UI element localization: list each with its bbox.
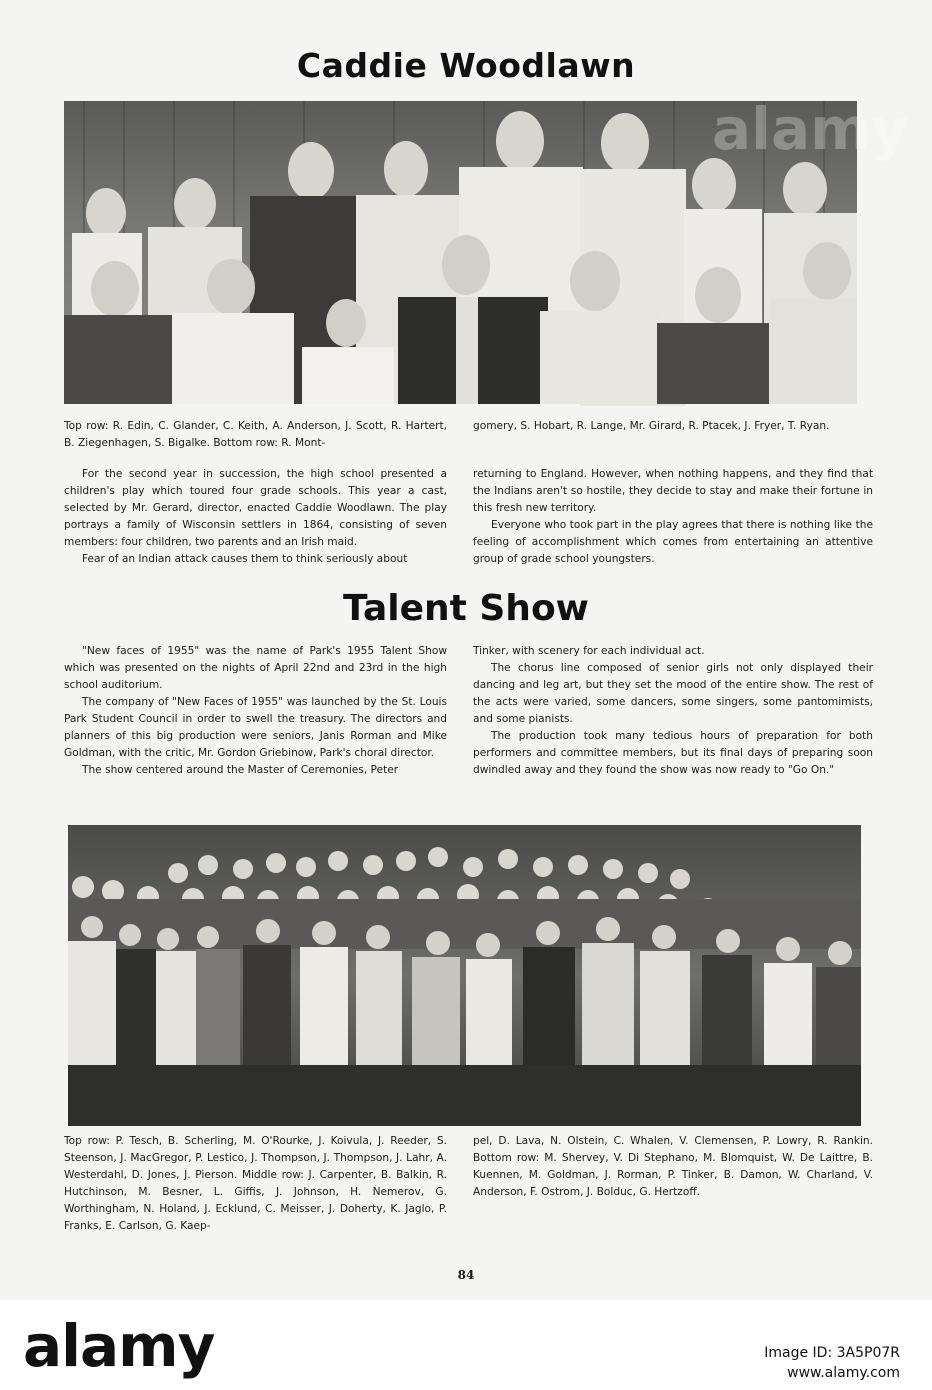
caption-text: gomery, S. Hobart, R. Lange, Mr. Girard, R. Ptacek, J. Fryer, T. Ryan. bbox=[473, 420, 830, 432]
talent-caption-right bbox=[473, 1133, 873, 1201]
caption-text: pel, D. Lava, N. Olstein, C. Whalen, V. Clemensen, P. Lowry, R. Rankin. Bottom row: M. Shervey, V. Di Stephano, M. Blomquist, W. De Laittre, B. Kuennen, M. Goldman, J. Rorman, P. Tinker, B. Damon, W. Charland, V. Anderson, F. Ostrom, J. Bolduc, G. Hertzoff. bbox=[473, 1135, 873, 1198]
caddie-caption-right bbox=[473, 418, 873, 435]
watermark-overlay-1: alamy bbox=[712, 95, 909, 163]
paragraph: The company of "New Faces of 1955" was launched by the St. Louis Park Student Council in order to swell the treasury. The directors and planners of this big production were seniors, Janis Rorman and Mike Goldman, with the critic, Mr. Gordon Griebinow, Park's choral director. bbox=[64, 696, 447, 759]
paragraph: The show centered around the Master of Ceremonies, Peter bbox=[82, 764, 399, 776]
caddie-body-right bbox=[473, 466, 873, 568]
paragraph: The chorus line composed of senior girls not only displayed their dancing and leg art, but they set the mood of the entire show. The rest of the acts were varied, some dancers, some singers, some pantomimists, and some pianists. bbox=[473, 662, 873, 725]
talent-title: Talent Show bbox=[343, 588, 589, 629]
paragraph: For the second year in succession, the high school presented a children's play which toured four grade schools. This year a cast, selected by Mr. Gerard, director, enacted Caddie Woodlawn. The play portrays a family of Wisconsin settlers in 1864, consisting of seven members: four children, two parents and an Irish maid. bbox=[64, 468, 447, 548]
caption-text: Top row: P. Tesch, B. Scherling, M. O'Rourke, J. Koivula, J. Reeder, S. Steenson, J. MacGregor, P. Lestico, J. Thompson, J. Thompson, J. Lahr, A. Westerdahl, D. Jones, J. Pierson. Middle row: J. Carpenter, B. Balkin, R. Hutchinson, M. Besner, L. Giffis, J. Johnson, H. Nemerov, G. Worthingham, N. Holand, J. Ecklund, C. Meisser, J. Doherty, K. Jaglo, P. Franks, E. Carlson, G. Kaep- bbox=[64, 1135, 447, 1232]
talent-caption-left bbox=[64, 1133, 447, 1235]
talent-body-left bbox=[64, 643, 447, 779]
talent-show-group-photo bbox=[68, 825, 861, 1126]
caddie-caption-left bbox=[64, 418, 447, 452]
caddie-title: Caddie Woodlawn bbox=[296, 46, 636, 85]
page-number: 84 bbox=[457, 1268, 475, 1282]
brand-logo: alamy bbox=[23, 1312, 215, 1380]
talent-body-right bbox=[473, 643, 873, 779]
paragraph: The production took many tedious hours of preparation for both performers and committee members, but its final days of preparing soon dwindled away and they found the show was now ready to "Go On." bbox=[473, 730, 873, 776]
paragraph: returning to England. However, when nothing happens, and they find that the Indians aren't so hostile, they decide to stay and make their fortune in this fresh new territory. bbox=[473, 468, 873, 514]
site-url: www.alamy.com bbox=[787, 1365, 900, 1381]
paragraph: Tinker, with scenery for each individual act. bbox=[473, 645, 705, 657]
image-id-text: Image ID: 3A5P07R bbox=[764, 1345, 900, 1361]
caddie-cast-photo bbox=[64, 95, 909, 404]
talent-photo-figures bbox=[68, 825, 861, 1126]
paragraph: Fear of an Indian attack causes them to think seriously about bbox=[82, 553, 408, 565]
caddie-body-left bbox=[64, 466, 447, 568]
caption-text: Top row: R. Edin, C. Glander, C. Keith, A. Anderson, J. Scott, R. Hartert, B. Ziegenhagen, S. Bigalke. Bottom row: R. Mont- bbox=[64, 420, 447, 449]
paragraph: Everyone who took part in the play agrees that there is nothing like the feeling of accomplishment which comes from entertaining an attentive group of grade school youngsters. bbox=[473, 519, 873, 565]
paragraph: "New faces of 1955" was the name of Park's 1955 Talent Show which was presented on the nights of April 22nd and 23rd in the high school auditorium. bbox=[64, 645, 447, 691]
brand-info bbox=[764, 1343, 900, 1383]
